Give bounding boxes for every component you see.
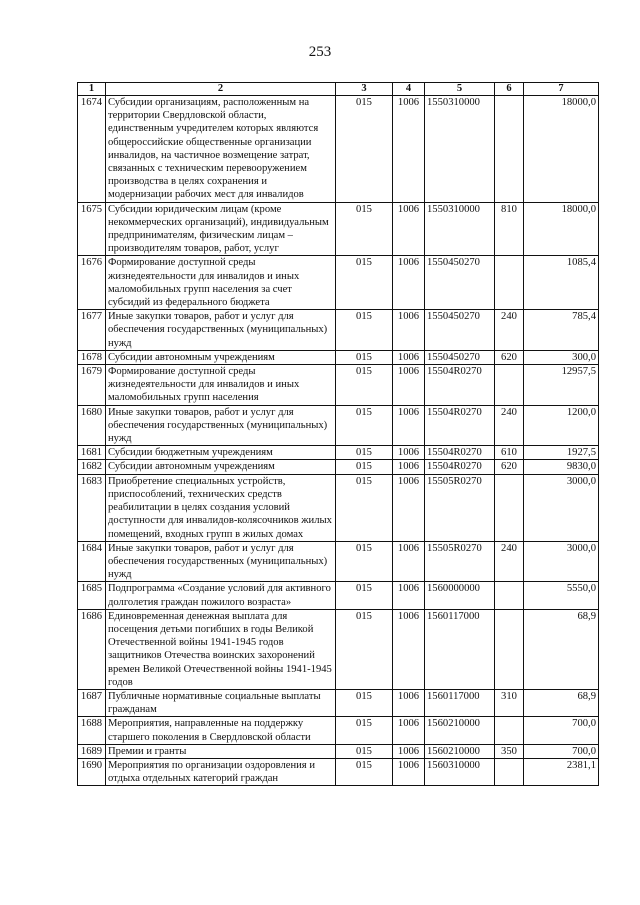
row-expense-type: 240 (495, 310, 524, 351)
row-section-code: 1006 (393, 365, 425, 406)
row-expense-type (495, 609, 524, 689)
row-section-code: 1006 (393, 405, 425, 446)
row-target-article: 15504R0270 (425, 405, 495, 446)
table-row (78, 350, 599, 364)
budget-table (77, 82, 599, 786)
row-amount: 68,9 (524, 689, 599, 716)
row-number: 1690 (78, 758, 106, 785)
row-number: 1687 (78, 689, 106, 716)
row-section-code: 1006 (393, 758, 425, 785)
table-body (78, 96, 599, 786)
row-name: Субсидии юридическим лицам (кроме некоммерческих организаций), индивидуальным предпринимателям, физическим лицам – производителям товаров, работ, услуг (106, 202, 336, 256)
row-amount: 785,4 (524, 310, 599, 351)
row-name: Иные закупки товаров, работ и услуг для обеспечения государственных (муниципальных) нужд (106, 541, 336, 582)
row-section-code: 1006 (393, 96, 425, 203)
row-name: Единовременная денежная выплата для посещения детьми погибших в годы Великой Отечественной войны 1941-1945 годов защитников Отечества воинских захоронений времен Великой Отечественной войны 1941-1945 годов (106, 609, 336, 689)
row-target-article: 1550310000 (425, 202, 495, 256)
table-row (78, 541, 599, 582)
row-target-article: 1550450270 (425, 350, 495, 364)
row-amount: 1927,5 (524, 446, 599, 460)
row-amount: 68,9 (524, 609, 599, 689)
table-row (78, 689, 599, 716)
header-col-2: 2 (106, 83, 336, 96)
row-number: 1677 (78, 310, 106, 351)
row-ministry-code: 015 (336, 365, 393, 406)
row-section-code: 1006 (393, 744, 425, 758)
row-ministry-code: 015 (336, 609, 393, 689)
table-row (78, 365, 599, 406)
header-col-7: 7 (524, 83, 599, 96)
row-section-code: 1006 (393, 717, 425, 744)
table-row (78, 460, 599, 474)
table-row (78, 96, 599, 203)
row-number: 1674 (78, 96, 106, 203)
row-ministry-code: 015 (336, 256, 393, 310)
row-number: 1685 (78, 582, 106, 609)
table-row (78, 256, 599, 310)
row-name: Публичные нормативные социальные выплаты гражданам (106, 689, 336, 716)
row-name: Приобретение специальных устройств, приспособлений, технических средств реабилитации в целях создания условий доступности для инвалидов-колясочников жилых помещений, входных групп в жилых домах (106, 474, 336, 541)
row-name: Премии и гранты (106, 744, 336, 758)
row-target-article: 1550310000 (425, 96, 495, 203)
row-target-article: 1560000000 (425, 582, 495, 609)
header-col-1: 1 (78, 83, 106, 96)
row-name: Иные закупки товаров, работ и услуг для обеспечения государственных (муниципальных) нужд (106, 310, 336, 351)
row-section-code: 1006 (393, 350, 425, 364)
row-target-article: 15505R0270 (425, 541, 495, 582)
row-number: 1689 (78, 744, 106, 758)
row-target-article: 1550450270 (425, 256, 495, 310)
row-ministry-code: 015 (336, 474, 393, 541)
table-row (78, 758, 599, 785)
row-section-code: 1006 (393, 202, 425, 256)
row-amount: 18000,0 (524, 96, 599, 203)
table-row (78, 744, 599, 758)
page-number: 253 (308, 44, 332, 60)
row-expense-type: 240 (495, 405, 524, 446)
table-header-row (78, 83, 599, 96)
row-amount: 9830,0 (524, 460, 599, 474)
row-amount: 3000,0 (524, 541, 599, 582)
row-name: Субсидии организациям, расположенным на территории Свердловской области, единственным учредителем которых являются общероссийские общественные организации инвалидов, на частичное возмещение затрат, связанных с техническим перевооружением производства в целях сохранения и модернизации рабочих мест для инвалидов (106, 96, 336, 203)
table-row (78, 717, 599, 744)
row-number: 1686 (78, 609, 106, 689)
row-name: Субсидии автономным учреждениям (106, 350, 336, 364)
row-number: 1678 (78, 350, 106, 364)
row-section-code: 1006 (393, 541, 425, 582)
row-target-article: 15504R0270 (425, 446, 495, 460)
row-ministry-code: 015 (336, 96, 393, 203)
row-ministry-code: 015 (336, 744, 393, 758)
row-amount: 5550,0 (524, 582, 599, 609)
row-number: 1684 (78, 541, 106, 582)
row-number: 1676 (78, 256, 106, 310)
row-target-article: 15504R0270 (425, 460, 495, 474)
row-name: Подпрограмма «Создание условий для активного долголетия граждан пожилого возраста» (106, 582, 336, 609)
row-number: 1679 (78, 365, 106, 406)
row-ministry-code: 015 (336, 446, 393, 460)
row-target-article: 15504R0270 (425, 365, 495, 406)
row-number: 1675 (78, 202, 106, 256)
row-number: 1682 (78, 460, 106, 474)
table-row (78, 446, 599, 460)
row-amount: 3000,0 (524, 474, 599, 541)
row-amount: 18000,0 (524, 202, 599, 256)
row-section-code: 1006 (393, 582, 425, 609)
row-target-article: 1560310000 (425, 758, 495, 785)
row-ministry-code: 015 (336, 202, 393, 256)
row-expense-type: 620 (495, 460, 524, 474)
row-expense-type (495, 365, 524, 406)
row-section-code: 1006 (393, 310, 425, 351)
row-section-code: 1006 (393, 460, 425, 474)
row-section-code: 1006 (393, 256, 425, 310)
row-target-article: 15505R0270 (425, 474, 495, 541)
row-section-code: 1006 (393, 474, 425, 541)
row-target-article: 1560210000 (425, 744, 495, 758)
row-section-code: 1006 (393, 446, 425, 460)
row-ministry-code: 015 (336, 541, 393, 582)
row-name: Формирование доступной среды жизнедеятельности для инвалидов и иных маломобильных групп населения (106, 365, 336, 406)
row-target-article: 1550450270 (425, 310, 495, 351)
table-row (78, 202, 599, 256)
row-expense-type (495, 96, 524, 203)
row-number: 1680 (78, 405, 106, 446)
row-number: 1681 (78, 446, 106, 460)
row-amount: 1200,0 (524, 405, 599, 446)
row-expense-type: 610 (495, 446, 524, 460)
row-name: Формирование доступной среды жизнедеятельности для инвалидов и иных маломобильных групп населения за счет субсидий из федерального бюджета (106, 256, 336, 310)
row-expense-type: 810 (495, 202, 524, 256)
table-row (78, 310, 599, 351)
row-expense-type (495, 717, 524, 744)
header-col-4: 4 (393, 83, 425, 96)
row-amount: 700,0 (524, 717, 599, 744)
row-amount: 700,0 (524, 744, 599, 758)
row-ministry-code: 015 (336, 758, 393, 785)
row-expense-type: 310 (495, 689, 524, 716)
row-name: Субсидии бюджетным учреждениям (106, 446, 336, 460)
row-amount: 12957,5 (524, 365, 599, 406)
row-ministry-code: 015 (336, 460, 393, 474)
row-ministry-code: 015 (336, 689, 393, 716)
row-target-article: 1560210000 (425, 717, 495, 744)
row-section-code: 1006 (393, 689, 425, 716)
row-amount: 300,0 (524, 350, 599, 364)
row-expense-type: 620 (495, 350, 524, 364)
row-name: Мероприятия, направленные на поддержку старшего поколения в Свердловской области (106, 717, 336, 744)
row-ministry-code: 015 (336, 405, 393, 446)
row-expense-type: 350 (495, 744, 524, 758)
row-expense-type (495, 758, 524, 785)
row-expense-type (495, 474, 524, 541)
table-row (78, 582, 599, 609)
row-section-code: 1006 (393, 609, 425, 689)
header-col-5: 5 (425, 83, 495, 96)
table-row (78, 609, 599, 689)
row-expense-type: 240 (495, 541, 524, 582)
row-target-article: 1560117000 (425, 689, 495, 716)
header-col-3: 3 (336, 83, 393, 96)
table-row (78, 405, 599, 446)
row-number: 1688 (78, 717, 106, 744)
row-number: 1683 (78, 474, 106, 541)
row-amount: 2381,1 (524, 758, 599, 785)
row-name: Субсидии автономным учреждениям (106, 460, 336, 474)
row-ministry-code: 015 (336, 350, 393, 364)
row-name: Мероприятия по организации оздоровления и отдыха отдельных категорий граждан (106, 758, 336, 785)
row-ministry-code: 015 (336, 717, 393, 744)
row-expense-type (495, 256, 524, 310)
header-col-6: 6 (495, 83, 524, 96)
row-name: Иные закупки товаров, работ и услуг для обеспечения государственных (муниципальных) нужд (106, 405, 336, 446)
row-ministry-code: 015 (336, 582, 393, 609)
row-ministry-code: 015 (336, 310, 393, 351)
row-expense-type (495, 582, 524, 609)
row-target-article: 1560117000 (425, 609, 495, 689)
table-row (78, 474, 599, 541)
row-amount: 1085,4 (524, 256, 599, 310)
